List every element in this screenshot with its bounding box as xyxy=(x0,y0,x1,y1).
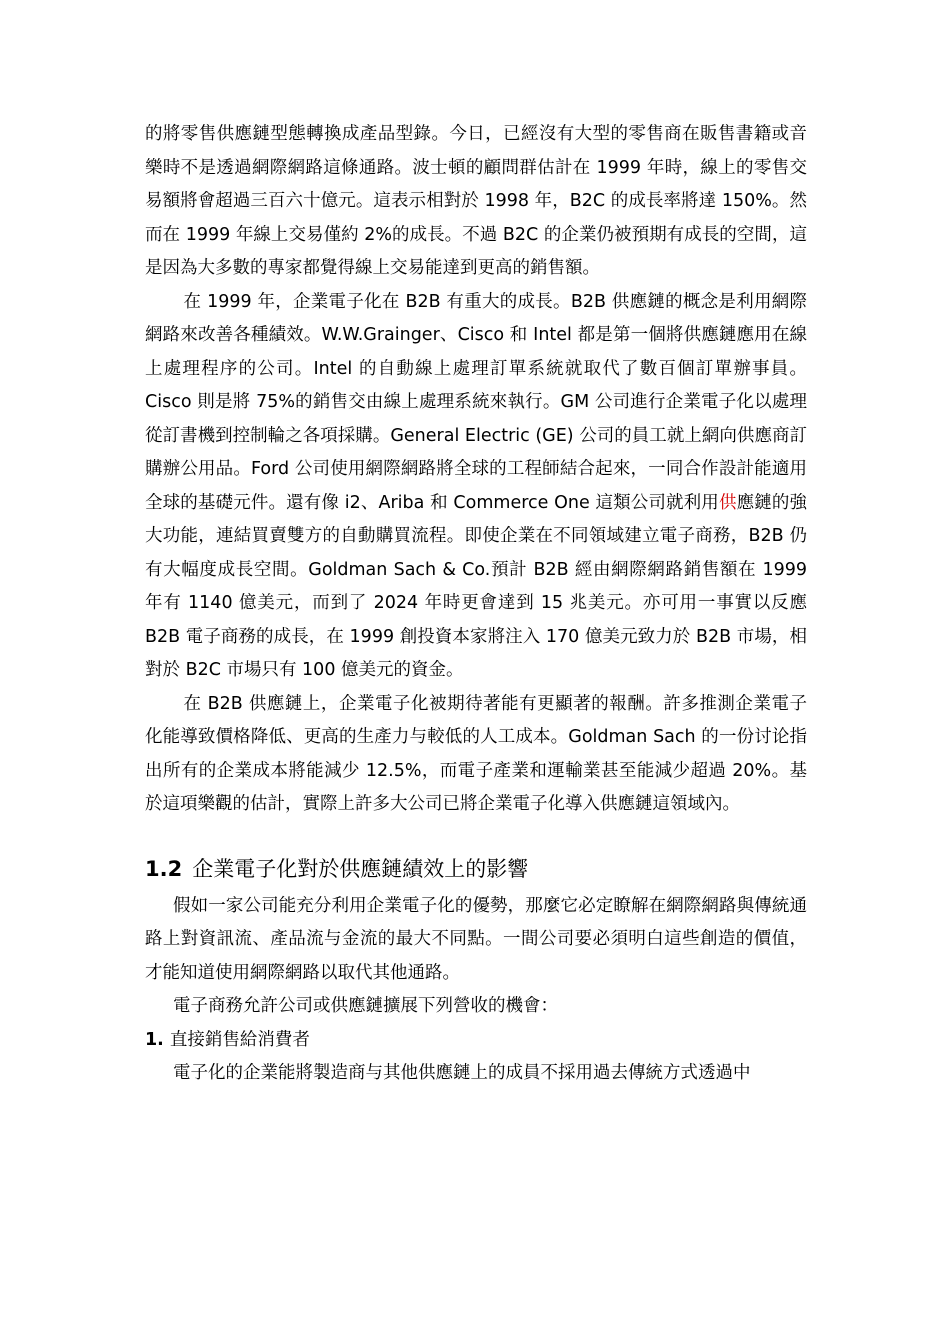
paragraph-3: 在 B2B 供應鏈上，企業電子化被期待著能有更顯著的報酬。許多推測企業電子化能導致價格降低、更高的生產力与較低的人工成本。Goldman Sach 的一份讨论指出所有的企業成本將能減少 12.5%，而電子產業和運輸業甚至能減少超過 20%。基於這項樂觀的估計，實際上許多大公司已將企業電子化導入供應鏈這領域內。 xyxy=(145,693,807,814)
document-body xyxy=(145,118,807,1091)
paragraph-4: 假如一家公司能充分利用企業電子化的優勢，那麼它必定瞭解在網際網路與傳統通路上對資訊流、產品流与金流的最大不同點。一間公司要必須明白這些創造的價值，才能知道使用網際網路以取代其他通路。 xyxy=(145,895,807,983)
list-item-number: 1. xyxy=(145,1029,164,1050)
paragraph-2 xyxy=(145,286,807,688)
list-item-1 xyxy=(145,1024,807,1058)
paragraph-6: 電子化的企業能將製造商与其他供應鏈上的成員不採用過去傳統方式透過中 xyxy=(173,1063,751,1083)
section-title: 企業電子化對於供應鏈績效上的影響 xyxy=(192,856,529,881)
section-heading xyxy=(145,852,807,886)
highlighted-character: 供 xyxy=(718,492,737,513)
paragraph-2-text-a: 在 1999 年，企業電子化在 B2B 有重大的成長。B2B 供應鏈的概念是利用網際網路來改善各種績效。W.W.Grainger、Cisco 和 Intel 都是第一個將供應鏈應用在線上處理程序的公司。Intel 的自動線上處理訂單系統就取代了數百個訂單辦事員。Cisco 則是將 75%的銷售交由線上處理系統來執行。GM 公司進行企業電子化以處理從訂書機到控制輪之各項採購。General Electric (GE) 公司的員工就上網向供應商訂購辦公用品。Ford 公司使用網際網路將全球的工程師結合起來，一同合作設計能適用全球的基礎元件。還有像 i2、Ariba 和 Commerce One 這類公司就利用 xyxy=(145,291,807,513)
paragraph-5: 電子商務允許公司或供應鏈擴展下列營收的機會： xyxy=(173,996,558,1016)
paragraph-2-text-b: 應鏈的強大功能，連結買賣雙方的自動購買流程。即使企業在不同領域建立電子商務，B2B 仍有大幅度成長空間。Goldman Sach & Co.預計 B2B 經由網際網路銷售額在 1999 年有 1140 億美元，而到了 2024 年時更會達到 15 兆美元。亦可用一事實以反應 B2B 電子商務的成長，在 1999 創投資本家將注入 170 億美元致力於 B2B 市場，相對於 B2C 市場只有 100 億美元的資金。 xyxy=(145,492,807,680)
list-item-text: 直接銷售給消費者 xyxy=(169,1029,310,1050)
paragraph-1: 的將零售供應鏈型態轉換成產品型錄。今日，已經沒有大型的零售商在販售書籍或音樂時不是透過網際網路這條通路。波士頓的顧問群估計在 1999 年時，線上的零售交易額將會超過三百六十億元。這表示相對於 1998 年，B2C 的成長率將達 150%。然而在 1999 年線上交易僅約 2%的成長。不過 B2C 的企業仍被預期有成長的空間，這是因為大多數的專家都覺得線上交易能達到更高的銷售額。 xyxy=(145,124,807,278)
section-number: 1.2 xyxy=(145,856,183,881)
